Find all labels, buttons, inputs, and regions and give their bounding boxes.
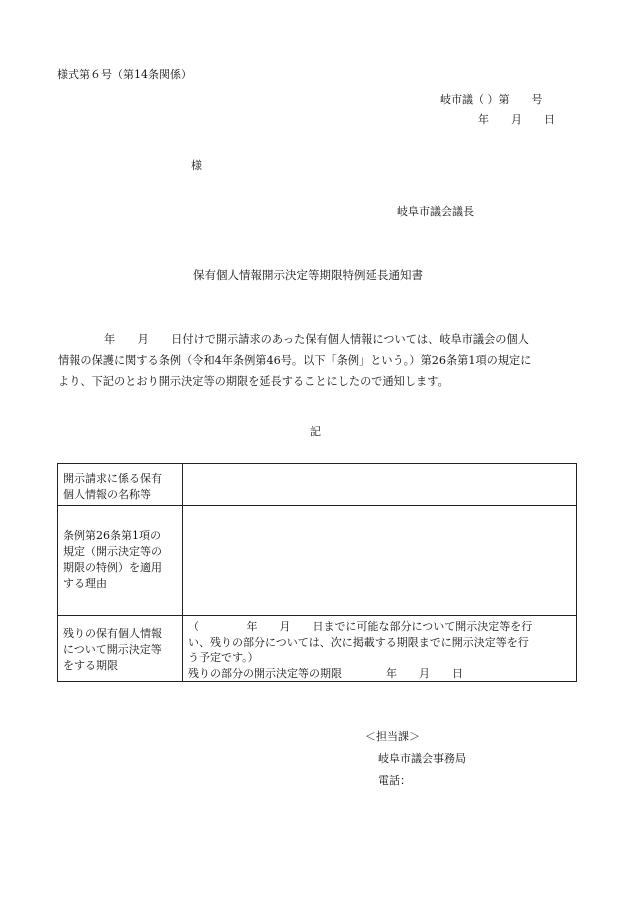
addressee-suffix: 様	[191, 159, 202, 172]
notice-table	[57, 463, 577, 682]
body-text-3: より、下記のとおり開示決定等の期限を延長することにしたので通知します。	[58, 375, 449, 388]
issue-date: 年 月 日	[478, 113, 555, 126]
value-line: 残りの部分の開示決定等の期限 年 月 日	[188, 666, 463, 680]
sender-name: 岐阜市議会議長	[397, 205, 474, 218]
contact-label: ＜担当課＞	[365, 730, 420, 743]
ki-heading: 記	[310, 425, 321, 438]
contact-department: 岐阜市議会事務局	[378, 752, 466, 765]
contact-phone-label: 電話：	[378, 774, 411, 787]
label-line: 開示請求に係る保有	[63, 472, 162, 485]
label-line: 条例第26条第1項の	[63, 529, 161, 542]
label-line: について開示決定等	[63, 643, 162, 656]
body-line-3	[58, 372, 578, 392]
table-label-cell	[58, 464, 183, 506]
table-value-cell	[183, 506, 577, 616]
table-row	[58, 464, 577, 506]
table-value-cell	[183, 616, 577, 682]
label-line: をする期限	[63, 659, 118, 672]
label-line: 規定（開示決定等の	[63, 545, 162, 558]
label-line: 個人情報の名称等	[63, 488, 151, 501]
value-line: （ 年 月 日までに可能な部分について開示決定等を行	[188, 620, 533, 633]
label-line: する理由	[63, 577, 107, 590]
body-line-2	[58, 351, 578, 371]
value-line: い、残りの部分については、次に掲載する期限までに開示決定等を行	[188, 635, 529, 649]
label-line: 期限の特例）を適用	[63, 561, 162, 574]
form-number: 様式第６号（第14条関係）	[57, 68, 192, 81]
table-row	[58, 616, 577, 682]
body-line-1	[58, 330, 578, 350]
table-row	[58, 506, 577, 616]
table-label-cell	[58, 506, 183, 616]
label-line: 残りの保有個人情報	[63, 627, 162, 640]
body-text-1: 年 月 日付けで開示請求のあった保有個人情報については、岐阜市議会の個人	[104, 333, 529, 346]
document-number: 岐市議（ ）第 号	[440, 93, 543, 106]
document-title: 保有個人情報開示決定等期限特例延長通知書	[193, 268, 423, 282]
value-line: う予定です。）	[188, 651, 259, 664]
table-label-cell	[58, 616, 183, 682]
body-text-2: 情報の保護に関する条例（令和4年条例第46号。以下「条例」という。）第26条第1項の規定に	[58, 354, 532, 367]
table-value-cell	[183, 464, 577, 506]
